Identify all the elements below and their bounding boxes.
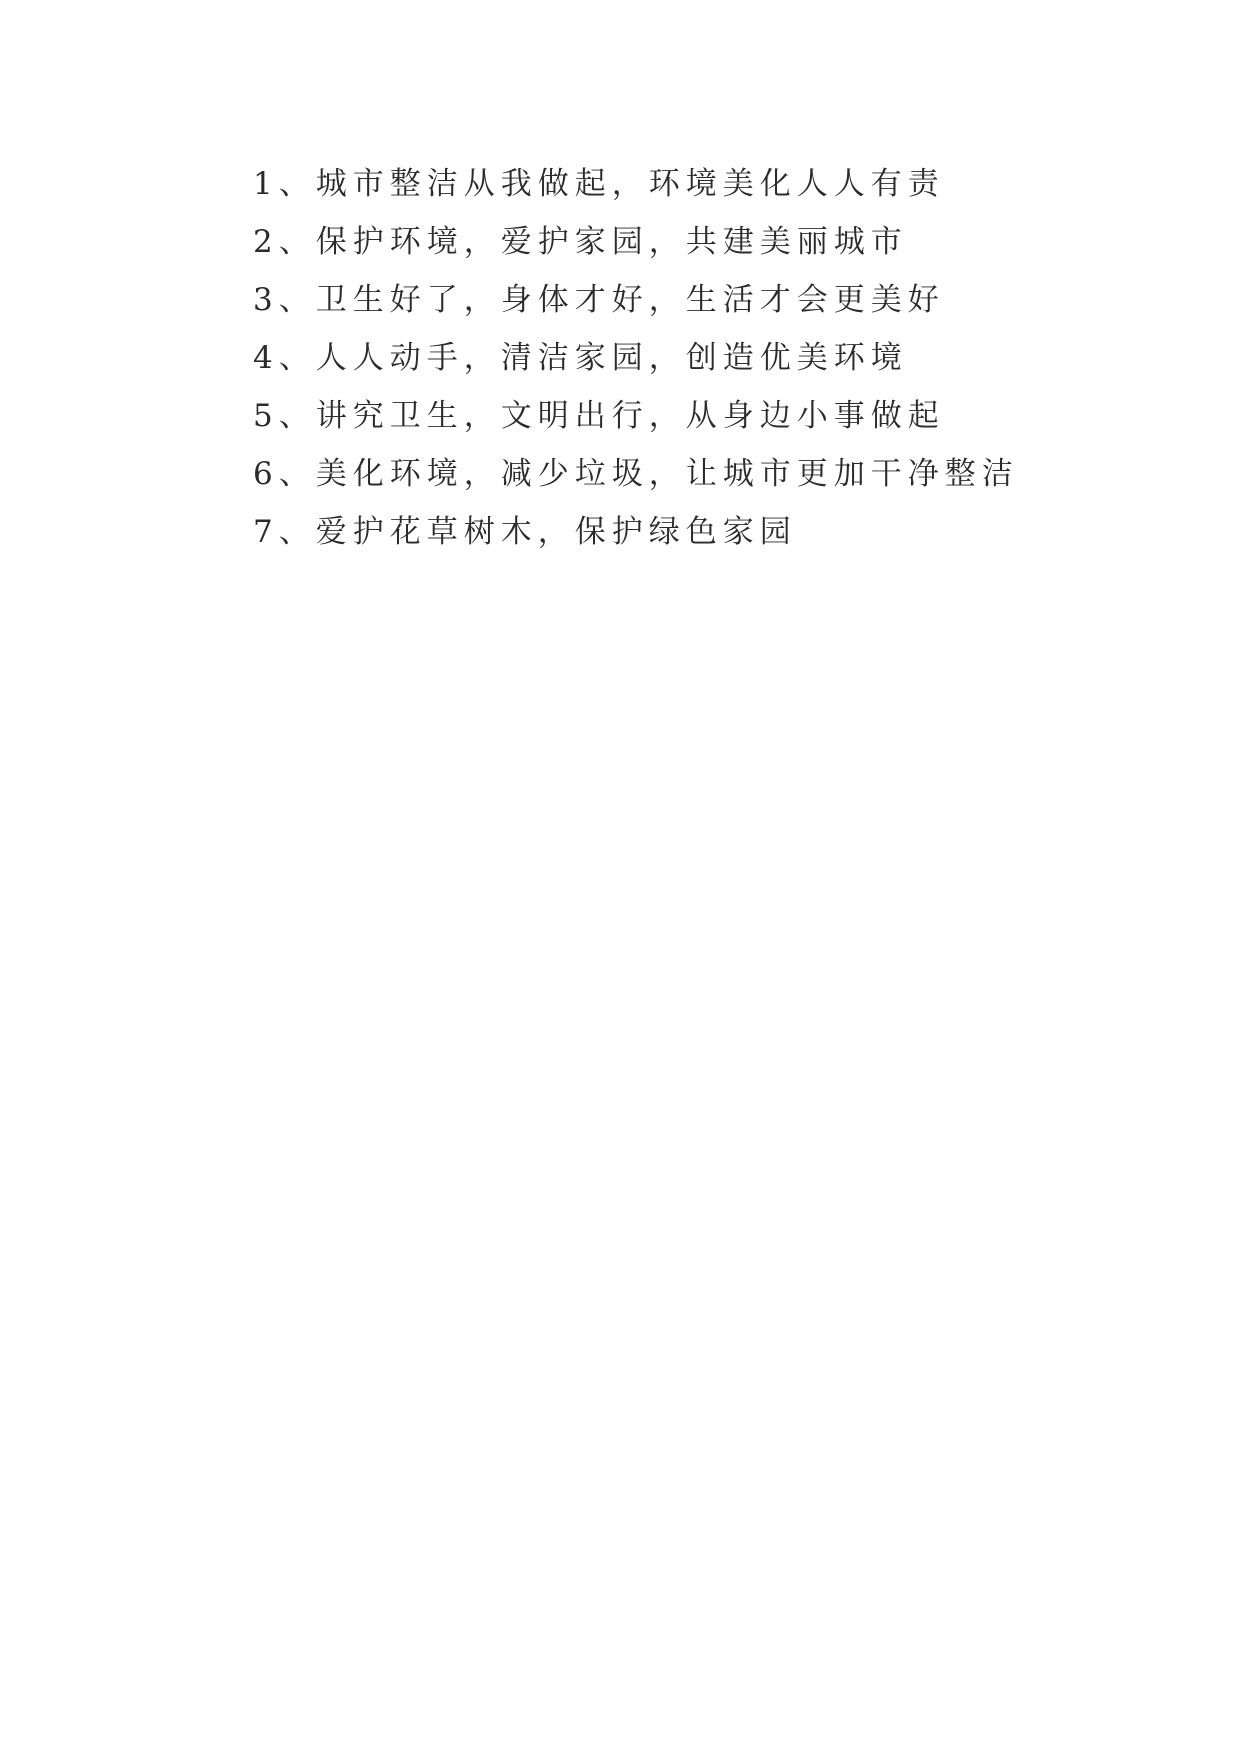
list-item: 1、城市整洁从我做起，环境美化人人有责 [253, 166, 945, 202]
document-body [190, 155, 1050, 561]
list-item: 7、爱护花草树木，保护绿色家园 [253, 514, 797, 550]
list-item: 2、保护环境，爱护家园，共建美丽城市 [253, 224, 908, 260]
list-item: 4、人人动手，清洁家园，创造优美环境 [253, 340, 908, 376]
list-item: 6、美化环境，减少垃圾，让城市更加干净整洁 [253, 456, 1019, 492]
list-item: 3、卫生好了，身体才好，生活才会更美好 [253, 282, 945, 318]
list-item: 5、讲究卫生，文明出行，从身边小事做起 [253, 398, 945, 434]
